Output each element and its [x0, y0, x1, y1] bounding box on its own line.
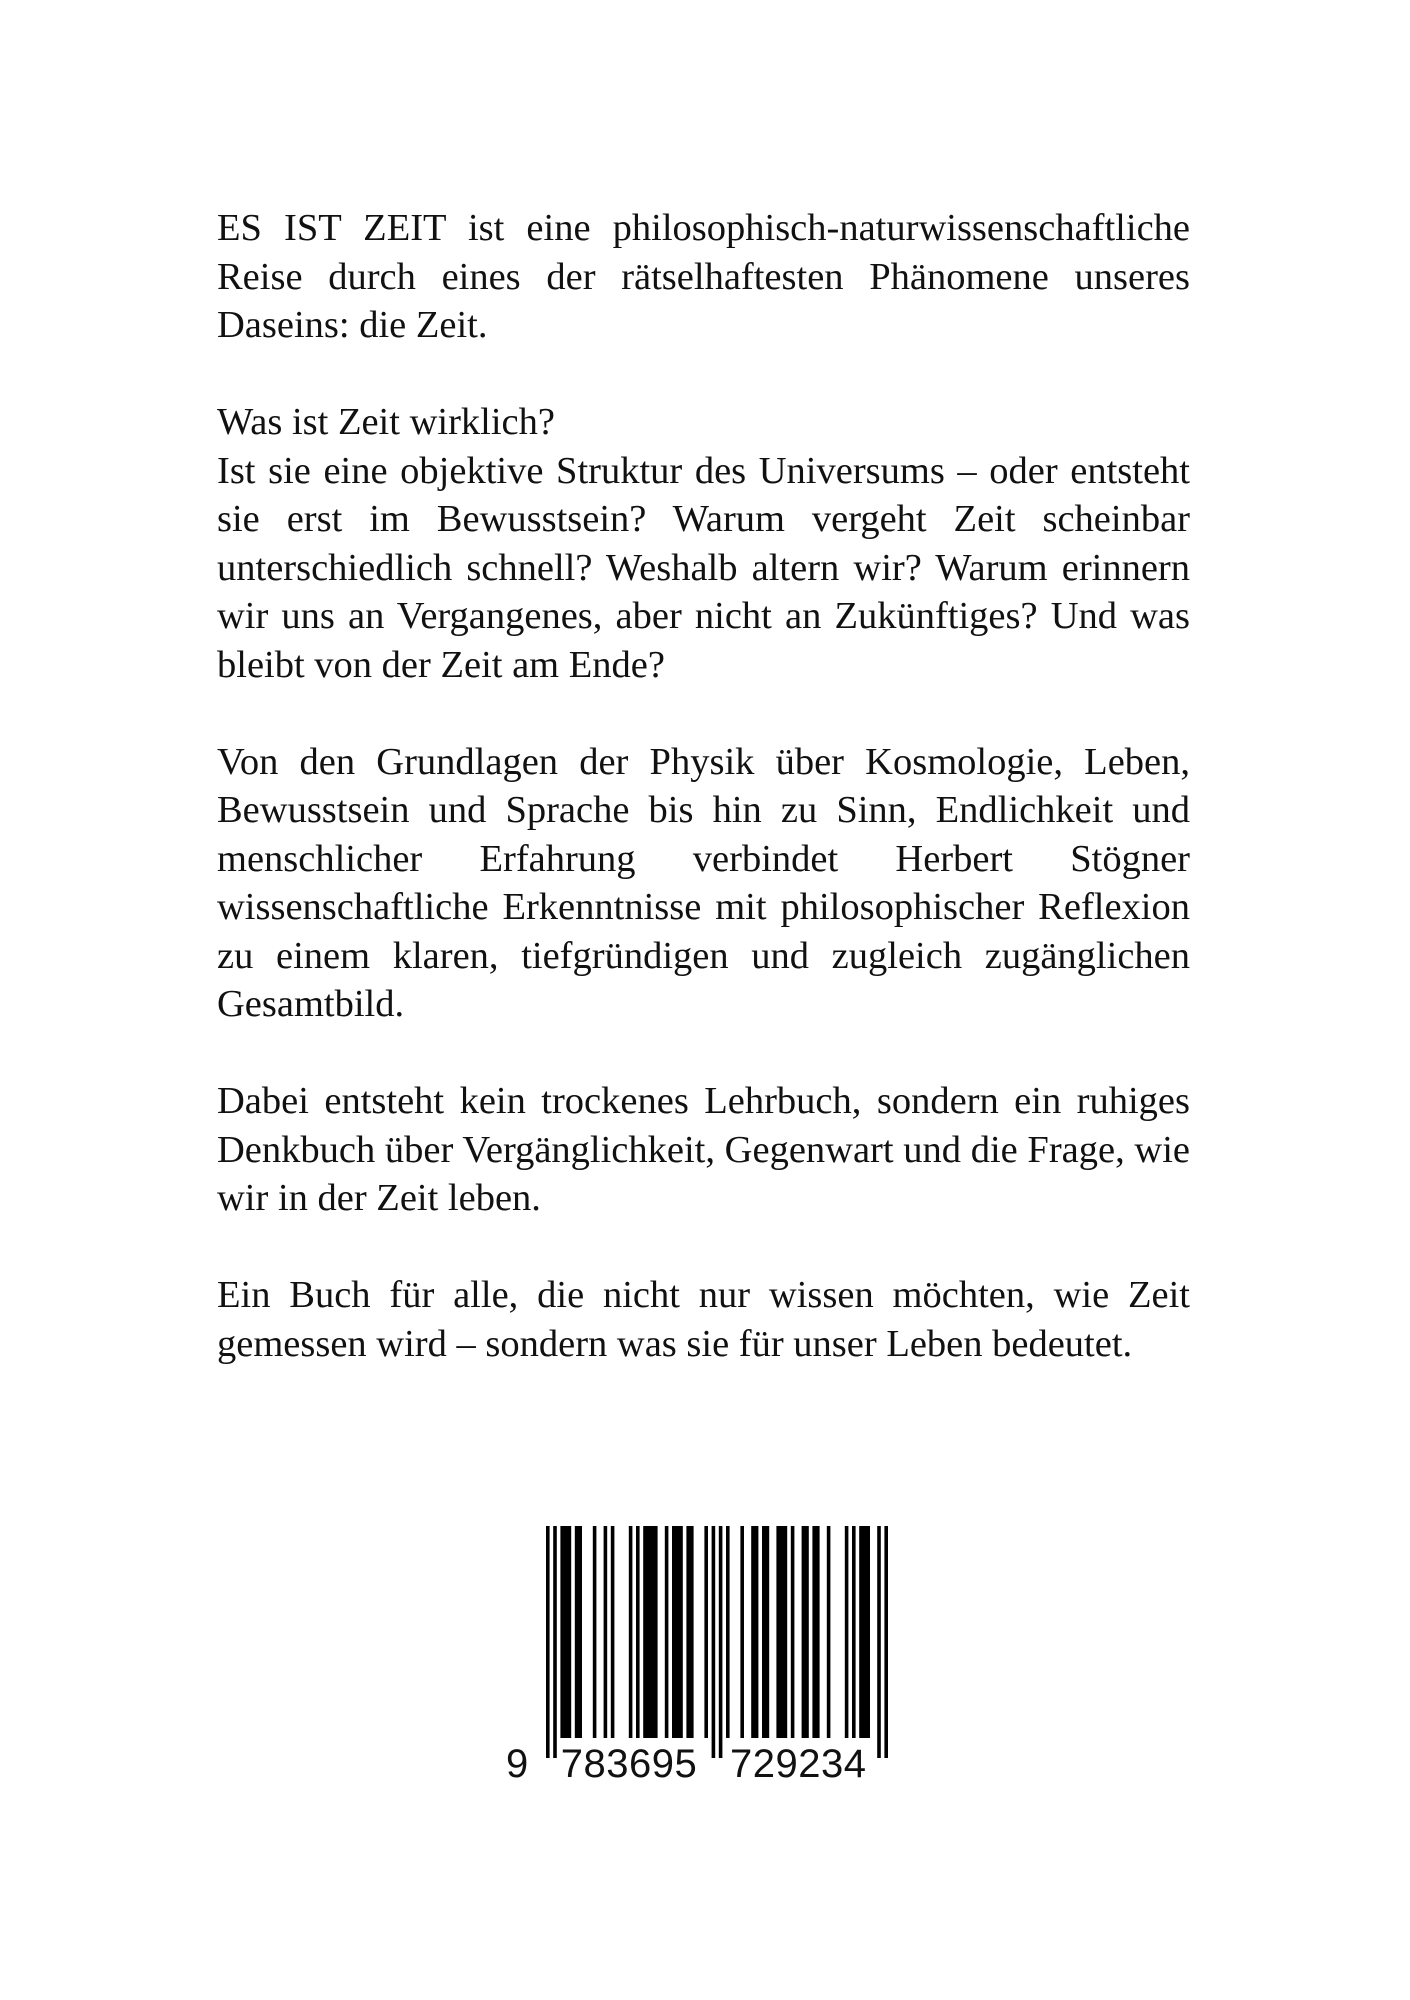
barcode-bar: [686, 1526, 693, 1738]
barcode-guard-bar: [553, 1526, 557, 1758]
blurb-paragraph-audience-text: Ein Buch für alle, die nicht nur wissen möchten, wie Zeit gemessen wird – sondern was sie für unser Leben bedeutet.: [217, 1274, 1190, 1365]
blurb-paragraph-intro-text: ES IST ZEIT ist eine philosophisch-naturwissenschaftliche Reise durch eines der rätselhaftesten Phänomene unseres Daseins: die Zeit.: [217, 207, 1190, 346]
barcode-guard-bar: [719, 1526, 723, 1758]
barcode-bar: [852, 1526, 856, 1738]
barcode-bar: [704, 1526, 708, 1738]
barcode-bar: [827, 1526, 831, 1738]
barcode-bar: [604, 1526, 608, 1738]
isbn-barcode: [506, 1520, 890, 1810]
barcode-bar: [812, 1526, 819, 1738]
barcode-bar: [751, 1526, 758, 1738]
barcode-bar: [776, 1526, 787, 1738]
barcode-bar: [791, 1526, 795, 1738]
barcode-bar: [672, 1526, 683, 1738]
barcode-bar: [593, 1526, 597, 1738]
isbn-first-digit: 9: [506, 1742, 529, 1786]
blurb-paragraph-questions: [217, 447, 1190, 690]
blurb-paragraph-character-text: Dabei entsteht kein trockenes Lehrbuch, sondern ein ruhiges Denkbuch über Vergänglichkeit, Gegenwart und die Frage, wie wir in der Zeit leben.: [217, 1080, 1190, 1219]
back-cover-blurb: [217, 204, 1190, 1417]
barcode-bar: [560, 1526, 571, 1738]
barcode-guard-bar: [712, 1526, 716, 1758]
barcode-guard-bar: [884, 1526, 888, 1758]
barcode-bar: [665, 1526, 669, 1738]
barcode-bar: [762, 1526, 769, 1738]
blurb-paragraph-questions-text: Ist sie eine objektive Struktur des Universums – oder entsteht sie erst im Bewusstsein? Warum vergeht Zeit scheinbar unterschiedlich schnell? Weshalb altern wir? Warum erinnern wir uns an Vergangenes, aber nicht an Zukünftiges? Und was bleibt von der Zeit am Ende?: [217, 449, 1190, 686]
blurb-paragraph-audience: [217, 1271, 1190, 1368]
barcode-guard-bar: [877, 1526, 881, 1758]
barcode-guard-bar: [546, 1526, 550, 1758]
barcode-bar: [611, 1526, 615, 1738]
barcode-bar: [859, 1526, 870, 1738]
barcode-bar: [802, 1526, 809, 1738]
blurb-paragraph-character: [217, 1077, 1190, 1223]
isbn-left-group: 783695: [560, 1742, 698, 1786]
blurb-paragraph-intro: [217, 204, 1190, 350]
barcode-bar: [629, 1526, 633, 1738]
blurb-question-heading: [217, 398, 1190, 447]
blurb-paragraph-scope-text: Von den Grundlagen der Physik über Kosmologie, Leben, Bewusstsein und Sprache bis hin zu Sinn, Endlichkeit und menschlicher Erfahrung verbindet Herbert Stögner wissenschaftliche Erkenntnisse mit philosophischer Reflexion zu einem klaren, tiefgründigen und zugleich zugänglichen Gesamtbild.: [217, 740, 1190, 1025]
barcode-bar: [845, 1526, 849, 1738]
blurb-question-heading-text: Was ist Zeit wirklich?: [217, 401, 555, 443]
barcode-bar: [636, 1526, 640, 1738]
barcode-bar: [643, 1526, 657, 1738]
barcode-bar: [740, 1526, 744, 1738]
barcode-bar: [575, 1526, 582, 1738]
blurb-paragraph-scope: [217, 738, 1190, 1029]
barcode-bar: [726, 1526, 730, 1738]
isbn-right-group: 729234: [730, 1742, 867, 1786]
